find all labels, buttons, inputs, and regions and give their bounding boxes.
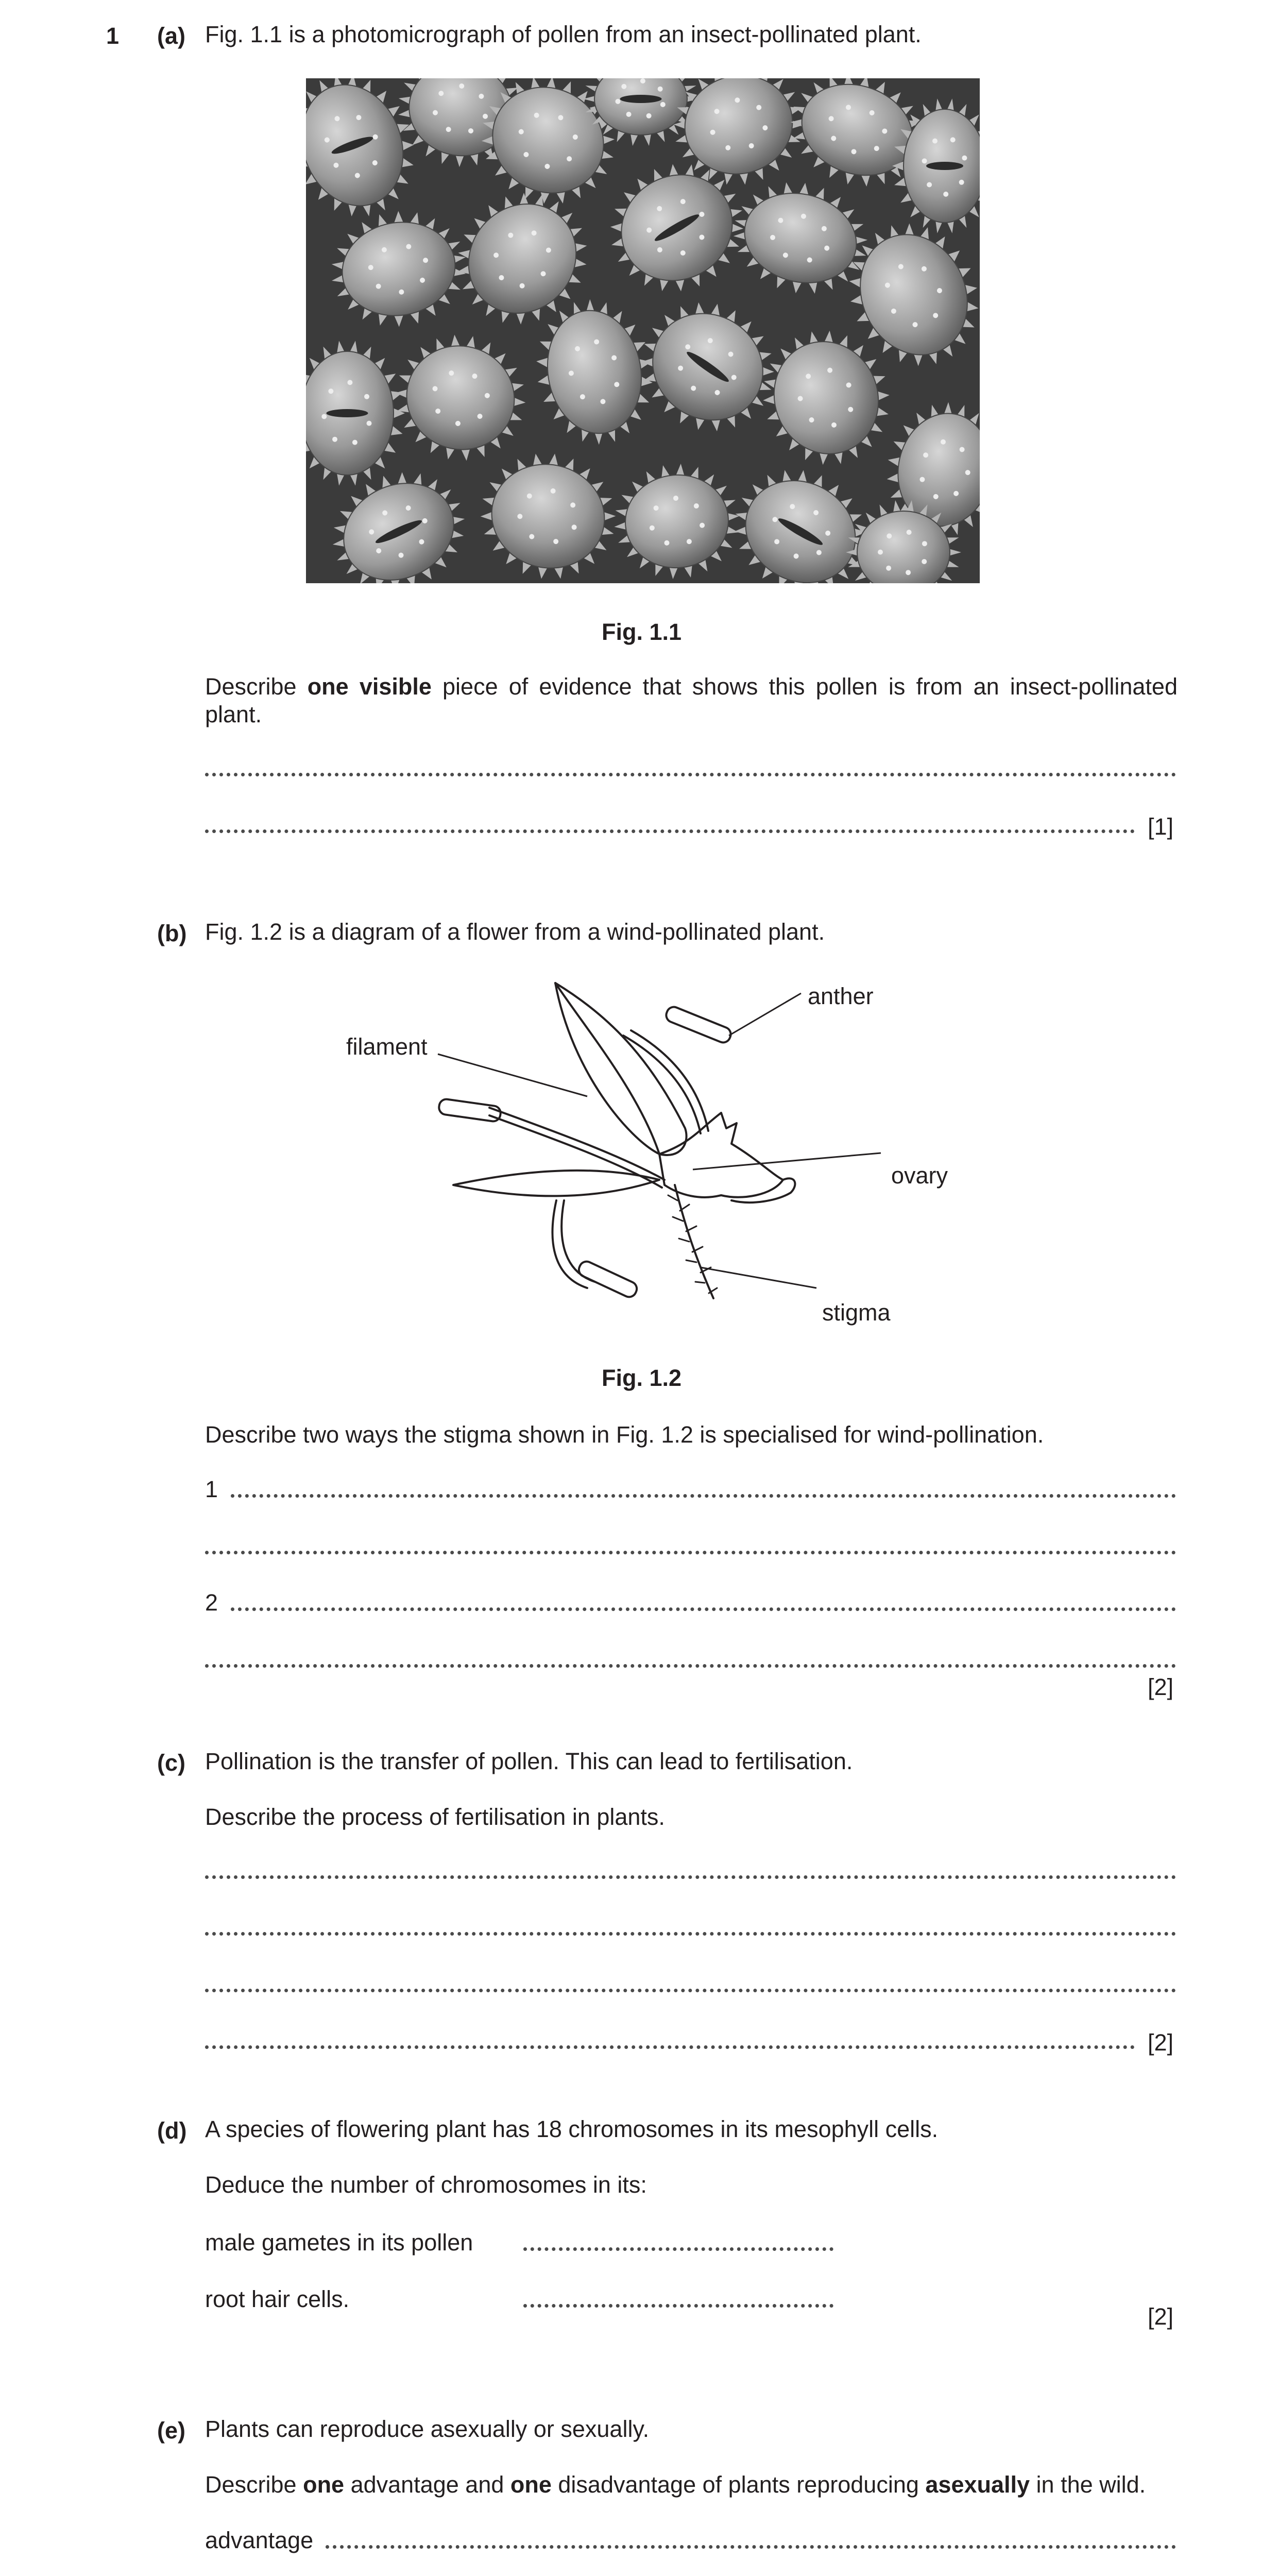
part-a-intro: Fig. 1.1 is a photomicrograph of pollen from an insect-pollinated plant. xyxy=(205,21,922,47)
part-a-marks: [1] xyxy=(1148,814,1174,840)
part-b-label: (b) xyxy=(157,920,187,946)
answer-line-a1[interactable] xyxy=(205,773,1176,776)
answer-line-b4[interactable] xyxy=(205,1664,1176,1668)
part-d-label: (d) xyxy=(157,2117,187,2144)
part-e-prompt-p1: Describe xyxy=(205,2471,303,2498)
filament-leader xyxy=(438,1054,587,1096)
answer-line-d2[interactable] xyxy=(523,2304,833,2308)
stigma-leader xyxy=(701,1267,816,1288)
part-b-prompt: Describe two ways the stigma shown in Fig. 1.2 is specialised for wind-pollination. xyxy=(205,1421,1044,1448)
label-anther: anther xyxy=(808,983,874,1009)
upper-bract xyxy=(555,983,659,1154)
part-e-prompt-b3: asexually xyxy=(925,2471,1030,2498)
part-b-marks: [2] xyxy=(1148,1674,1174,1700)
answer-line-b3[interactable] xyxy=(231,1607,1176,1611)
lower-bract xyxy=(453,1171,659,1196)
part-e-intro: Plants can reproduce asexually or sexually. xyxy=(205,2416,650,2442)
answer-line-c4[interactable] xyxy=(205,2045,1135,2049)
ovary-shape xyxy=(659,1113,783,1197)
answer-line-c1[interactable] xyxy=(205,1875,1176,1879)
answer-line-d1[interactable] xyxy=(523,2247,833,2251)
part-a-prompt-bold: one visible xyxy=(307,673,432,700)
left-filament xyxy=(489,1108,664,1180)
label-filament: filament xyxy=(346,1033,428,1060)
label-ovary: ovary xyxy=(891,1162,948,1189)
left-anther xyxy=(438,1098,501,1122)
fig-1-2-caption: Fig. 1.2 xyxy=(602,1365,682,1391)
part-c-prompt: Describe the process of fertilisation in plants. xyxy=(205,1804,665,1830)
pollen-photo-svg xyxy=(306,78,980,583)
part-c-label: (c) xyxy=(157,1750,185,1776)
part-d-prompt: Deduce the number of chromosomes in its: xyxy=(205,2172,647,2198)
answer-line-a2[interactable] xyxy=(205,829,1135,833)
part-b-item-1: 1 xyxy=(205,1476,218,1502)
part-b-item-2: 2 xyxy=(205,1589,218,1616)
answer-line-b1[interactable] xyxy=(231,1494,1176,1498)
lower-anther xyxy=(576,1259,639,1299)
part-d-row-2: root hair cells. xyxy=(205,2286,350,2312)
part-d-row-1: male gametes in its pollen xyxy=(205,2229,473,2256)
part-e-advantage-label: advantage xyxy=(205,2527,314,2553)
question-number: 1 xyxy=(106,23,120,49)
fig-1-1-caption: Fig. 1.1 xyxy=(602,619,682,645)
flower-diagram xyxy=(330,958,948,1319)
stigma-shape xyxy=(675,1185,713,1298)
answer-line-e1[interactable] xyxy=(326,2545,1176,2549)
part-d-marks: [2] xyxy=(1148,2303,1174,2330)
part-e-prompt-b2: one xyxy=(510,2471,552,2498)
part-e-prompt xyxy=(205,2471,1146,2499)
part-e-label: (e) xyxy=(157,2417,185,2444)
part-a-prompt-pre: Describe xyxy=(205,673,308,700)
ovary-leader xyxy=(693,1153,881,1170)
part-e-prompt-p4: in the wild. xyxy=(1030,2471,1146,2498)
anther-leader xyxy=(729,993,801,1036)
part-d-intro: A species of flowering plant has 18 chromosomes in its mesophyll cells. xyxy=(205,2116,939,2142)
label-stigma: stigma xyxy=(822,1299,891,1326)
pollen-photomicrograph xyxy=(306,78,980,583)
part-a-prompt xyxy=(205,673,1178,728)
part-c-marks: [2] xyxy=(1148,2029,1174,2056)
part-a-label: (a) xyxy=(157,23,185,49)
upper-anther xyxy=(664,1005,733,1044)
part-c-intro: Pollination is the transfer of pollen. This can lead to fertilisation. xyxy=(205,1748,853,1774)
part-a-prompt-post: piece of evidence that shows this pollen is from an insect-pollinated plant. xyxy=(205,673,1178,727)
part-e-prompt-p3: disadvantage of plants reproducing xyxy=(551,2471,926,2498)
part-b-intro: Fig. 1.2 is a diagram of a flower from a wind-pollinated plant. xyxy=(205,919,825,945)
answer-line-b2[interactable] xyxy=(205,1551,1176,1554)
part-e-prompt-b1: one xyxy=(303,2471,345,2498)
part-e-prompt-p2: advantage and xyxy=(344,2471,510,2498)
answer-line-c3[interactable] xyxy=(205,1989,1176,1992)
flower-diagram-svg xyxy=(330,958,948,1319)
answer-line-c2[interactable] xyxy=(205,1932,1176,1936)
